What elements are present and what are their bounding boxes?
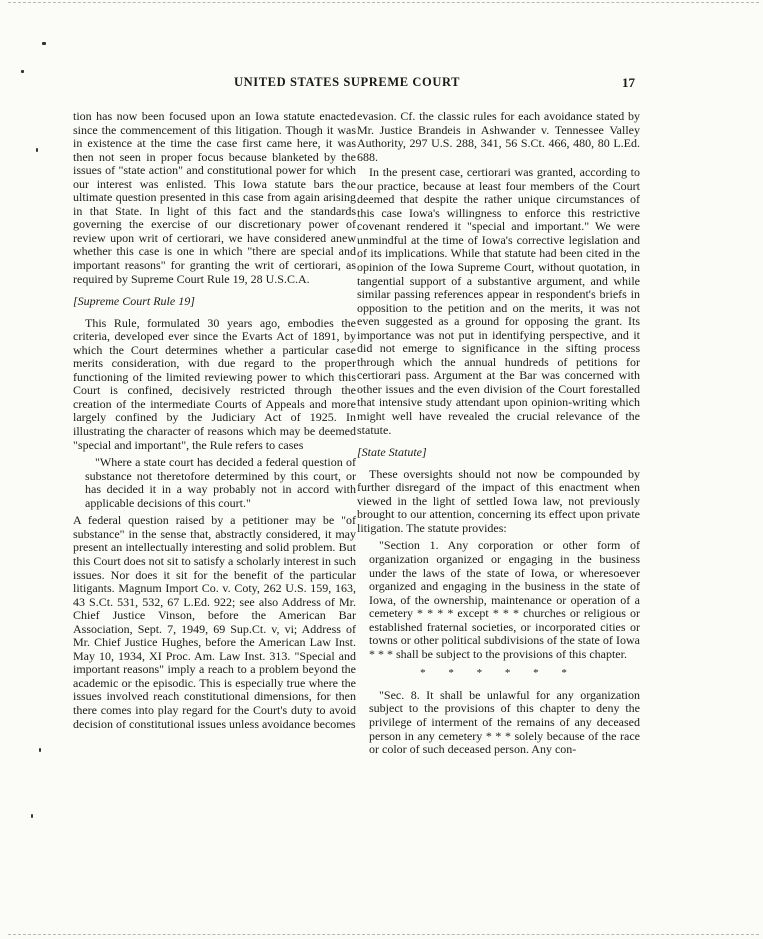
page-number: 17 (622, 75, 635, 90)
scan-speck (39, 748, 41, 752)
running-head: UNITED STATES SUPREME COURT (234, 75, 461, 89)
scan-speck (21, 70, 24, 73)
scan-speck (36, 148, 38, 152)
body-paragraph: evasion. Cf. the classic rules for each avoidance stated by Mr. Justice Brandeis in Ashwander v. Tennessee Valley Authority, 297 U.S. 288, 341, 56 S.Ct. 466, 480, 80 L.Ed. 688. (357, 109, 640, 164)
section-heading: [State Statute] (357, 445, 427, 460)
top-scan-border (8, 2, 759, 3)
scan-speck (42, 42, 46, 45)
body-paragraph: tion has now been focused upon an Iowa statute enacted since the commencement of this litigation. Though it was in existence at the time the case first came here, it was then not seen in proper focus because blanketed by the issues of "state action" and constitutional power for which our interest was enlisted. This Iowa statute bars the ultimate question presented in this case from again arising in that State. In light of this fact and the standards governing the exercise of our discretionary power of review upon writ of certiorari, we have considered anew whether this case is one in which "there are special and important reasons" for granting the writ of certiorari, as required by Supreme Court Rule 19, 28 U.S.C.A. (73, 109, 356, 286)
bottom-scan-border (8, 934, 759, 935)
ellipsis-stars: * * * * * * (420, 667, 577, 680)
right-column (357, 110, 640, 761)
statute-quote: "Sec. 8. It shall be unlawful for any organization subject to the provisions of this chapter to deny the privilege of interment of the remains of any deceased person in any cemetery * * * solely because of the race or color of such deceased person. Any con- (369, 687, 640, 757)
body-paragraph: A federal question raised by a petitioner may be "of substance" in the sense that, abstractly considered, it may present an intellectually interesting and solid problem. But this Court does not sit to satisfy a scholarly interest in such issues. Nor does it sit for the benefit of the particular litigants. Magnum Import Co. v. Coty, 262 U.S. 159, 163, 43 S.Ct. 531, 532, 67 L.Ed. 922; see also Address of Mr. Chief Justice Vinson, before the American Bar Association, Sept. 7, 1949, 69 Sup.Ct. v, vi; Address of Mr. Chief Justice Hughes, before the American Law Inst. May 10, 1934, XI Proc. Am. Law Inst. 313. "Special and important reasons" imply a reach to a problem beyond the academic or the episodic. This is especially true where the issues involved reach constitutional dimensions, for then there comes into play regard for the Court's duty to avoid decision of constitutional issues unless avoidance becomes (73, 513, 356, 731)
body-paragraph: This Rule, formulated 30 years ago, embodies the criteria, developed ever since the Evarts Act of 1891, by which the Court determines whether a particular case merits consideration, with due regard to the proper functioning of the limited reviewing power to which this Court is confined, decisively restricted through the creation of the intermediate Courts of Appeals and more largely confined by the Judiciary Act of 1925. In illustrating the character of reasons which may be deemed "special and important", the Rule refers to cases (73, 315, 356, 452)
block-quote: "Where a state court has decided a federal question of substance not theretofore determined by this court, or has decided it in a way probably not in accord with applicable decisions of this court." (85, 455, 356, 510)
section-heading: [Supreme Court Rule 19] (73, 294, 195, 309)
left-column (73, 110, 356, 731)
scan-speck (31, 814, 33, 818)
body-paragraph: In the present case, certiorari was granted, according to our practice, because at least four members of the Court deemed that despite the rather unique circumstances of this case Iowa's willingness to enforce this restrictive covenant rendered it "special and important." We were unmindful at the time of Iowa's corrective legislation and of its implications. While that statute had been cited in the opinion of the Iowa Supreme Court, without quotation, in tangential support of a substantive argument, and while similar passing references appear in respondent's briefs in opposition to the petition and on the merits, it was not even suggested as a ground for opposing the grant. Its importance was not put in identifying perspective, and it did not emerge to significance in the sifting process through which the annual hundreds of petitions for certiorari pass. Argument at the Bar was concerned with other issues and the even division of the Court forestalled that intensive study attendant upon opinion-writing which might well have revealed the crucial relevance of the statute. (357, 165, 640, 437)
statute-quote: "Section 1. Any corporation or other form of organization organized or engaging in the business under the laws of the state of Iowa, or wheresoever organized and engaging in the business in the state of Iowa, of the ownership, maintenance or operation of a cemetery * * * * except * * * churches or religious or established fraternal societies, or incorporated cities or towns or other political subdivisions of the state of Iowa * * * shall be subject to the provisions of this chapter. (369, 538, 640, 661)
body-paragraph: These oversights should not now be compounded by further disregard of the impact of this enactment when viewed in the light of settled Iowa law, not previously brought to our attention, concerning its effect upon private litigation. The statute provides: (357, 466, 640, 535)
page-header (70, 75, 635, 93)
